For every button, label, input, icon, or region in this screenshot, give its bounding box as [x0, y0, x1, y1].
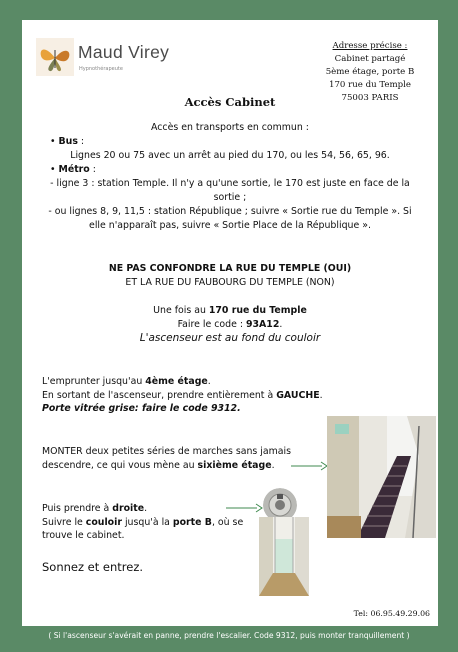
brand-logo — [36, 38, 181, 78]
corridor-line: Puis prendre à droite. — [42, 503, 148, 514]
bullet-icon: • — [50, 136, 56, 147]
bus-text: Lignes 20 ou 75 avec un arrêt au pied du 170, ou les 54, 56, 65, 96. — [70, 150, 390, 161]
arrival-address: Une fois au 170 rue du Temple — [153, 305, 307, 316]
metro-line-3: - ligne 3 : station Temple. Il n'y a qu'une sortie, le 170 est juste en face de la sortie ; — [50, 178, 410, 203]
bus-label: Bus — [58, 136, 78, 147]
arrow-to-stairs-photo — [290, 461, 328, 471]
elevator-line: En sortant de l'ascenseur, prendre entièrement à GAUCHE. — [42, 389, 323, 401]
transport-intro: Accès en transports en commun : — [151, 122, 309, 133]
address-line: 170 rue du Temple — [329, 80, 411, 90]
page-title: Accès Cabinet — [184, 95, 276, 109]
arrival-block — [22, 304, 438, 346]
arrival-code: Faire le code : 93A12. — [177, 318, 283, 330]
brand-subtitle: Hypnothérapeute — [79, 66, 123, 72]
corridor-line: Suivre le couloir jusqu'à la porte B, où se — [42, 516, 244, 528]
footer-note: ( Si l'ascenseur s'avérait en panne, prendre l'escalier. Code 9312, puis monter tranquillement ) — [48, 631, 410, 640]
metro-label: Métro — [58, 164, 90, 175]
metro-line-republique: - ou lignes 8, 9, 11,5 : station République ; suivre « Sortie rue du Temple ». Si elle n'apparaît pas, suivre « Sortie Place de la République ». — [48, 206, 412, 231]
ring-instruction: Sonnez et entrez. — [42, 560, 144, 574]
stairs-line: descendre, ce qui vous mène au sixième étage. — [42, 459, 275, 471]
elevator-block — [42, 375, 342, 416]
arrival-elevator-note: L'ascenseur est au fond du couloir — [139, 332, 321, 344]
glass-door-code: Porte vitrée grise: faire le code 9312. — [42, 403, 241, 414]
document-page — [22, 20, 438, 626]
elevator-line: L'emprunter jusqu'au 4ème étage. — [42, 376, 211, 387]
warning-line: NE PAS CONFONDRE LA RUE DU TEMPLE (OUI) — [108, 263, 352, 274]
corridor-photo — [259, 517, 309, 596]
bus-heading: • Bus : — [50, 136, 85, 147]
brand-name: Maud Virey — [78, 42, 170, 62]
address-heading: Adresse précise : — [332, 41, 408, 51]
stairs-line: MONTER deux petites séries de marches sans jamais — [42, 446, 291, 457]
address-line: 75003 PARIS — [341, 93, 399, 103]
corridor-line: trouve le cabinet. — [42, 530, 125, 541]
stairs-photo — [327, 416, 436, 538]
phone-number: Tel: 06.95.49.29.06 — [353, 609, 430, 618]
warning-block — [22, 262, 438, 289]
warning-line: ET LA RUE DU FAUBOURG DU TEMPLE (NON) — [125, 276, 335, 288]
bullet-icon: • — [50, 164, 56, 175]
arrow-to-door-photo — [225, 503, 263, 513]
metro-heading: • Métro : — [50, 164, 96, 175]
stairs-block — [42, 445, 312, 472]
address-line: 5ème étage, porte B — [325, 67, 415, 77]
butterfly-icon — [36, 38, 74, 76]
address-line: Cabinet partagé — [334, 54, 406, 64]
